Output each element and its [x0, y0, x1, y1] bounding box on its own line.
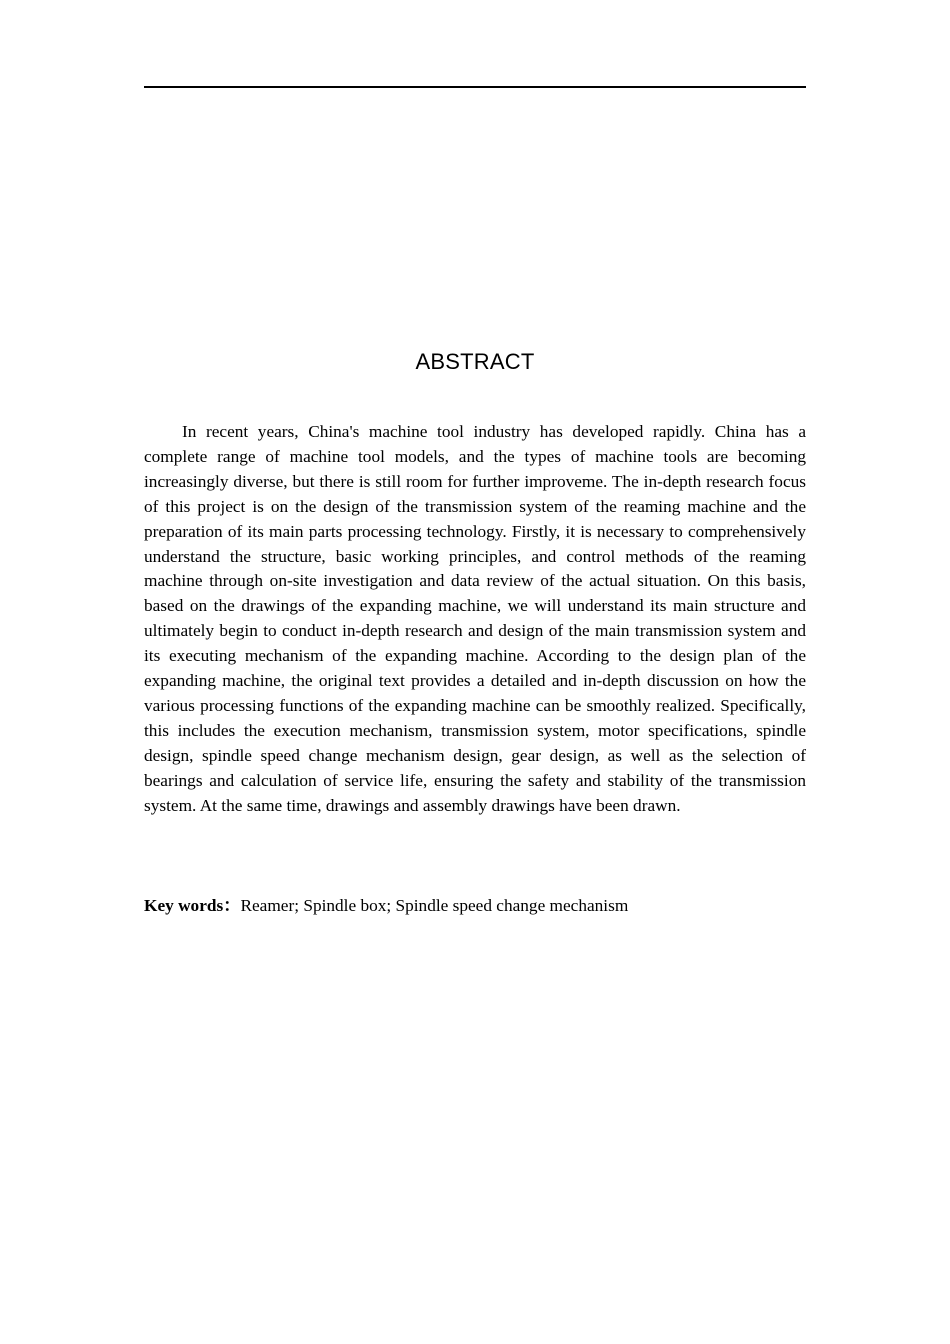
keywords-text: Reamer; Spindle box; Spindle speed change mechanism: [240, 896, 629, 915]
header-rule: [144, 86, 806, 88]
keywords-line: [144, 893, 806, 918]
page-title: ABSTRACT: [415, 349, 535, 374]
keywords-label: Key words：: [144, 896, 241, 915]
abstract-body: In recent years, China's machine tool industry has developed rapidly. China has a complete range of machine tool models, and the types of machine tools are becoming increasingly diverse, but there is still room for further improveme. The in-depth research focus of this project is on the design of the transmission system of the reaming machine and the preparation of its main parts processing technology. Firstly, it is necessary to comprehensively understand the structure, basic working principles, and control methods of the reaming machine through on-site investigation and data review of the actual situation. On this basis, based on the drawings of the expanding machine, we will understand its main structure and ultimately begin to conduct in-depth research and design of the main transmission system and its executing mechanism of the expanding machine. According to the design plan of the expanding machine, the original text provides a detailed and in-depth discussion on how the various processing functions of the expanding machine can be smoothly realized. Specifically, this includes the execution mechanism, transmission system, motor specifications, spindle design, spindle speed change mechanism design, gear design, as well as the selection of bearings and calculation of service life, ensuring the safety and stability of the transmission system. At the same time, drawings and assembly drawings have been drawn.: [144, 422, 806, 815]
